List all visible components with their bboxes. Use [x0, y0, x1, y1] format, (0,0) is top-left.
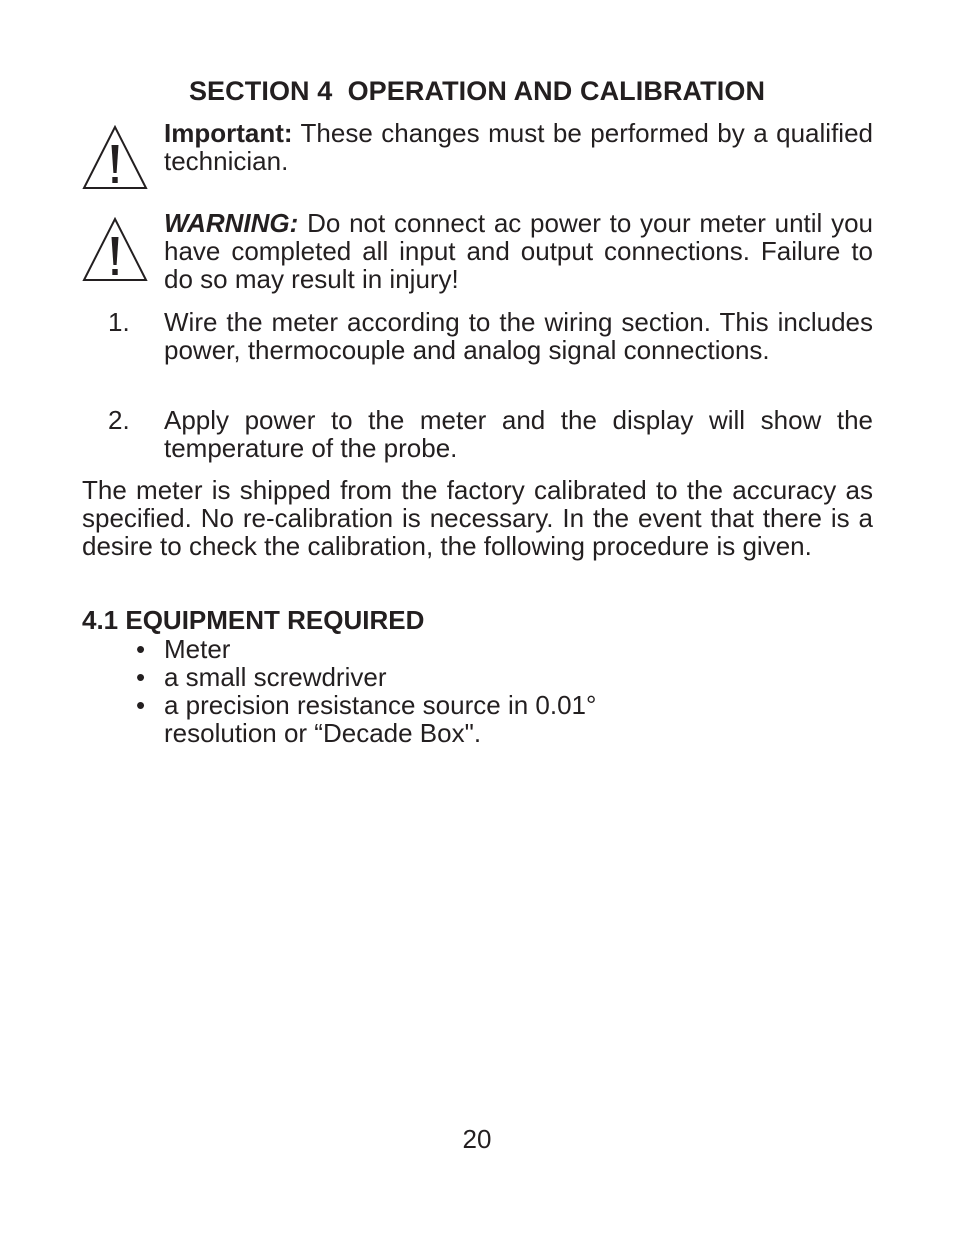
important-notice — [164, 119, 873, 175]
warning-keyword: WARNING: — [164, 208, 299, 238]
important-text: These changes must be performed by a qualified technician. — [164, 118, 873, 176]
equipment-item: Meter — [164, 634, 231, 664]
bullet-marker: • — [136, 634, 146, 664]
warning-notice — [164, 209, 873, 293]
important-keyword: Important: — [164, 118, 293, 148]
equipment-heading: 4.1 EQUIPMENT REQUIRED — [82, 605, 425, 635]
warning-text: Do not connect ac power to your meter until you have completed all input and output connections. Failure to do so may result in injury! — [164, 208, 873, 294]
equipment-item: a precision resistance source in 0.01° resolution or “Decade Box". — [164, 690, 597, 748]
calibration-paragraph: The meter is shipped from the factory calibrated to the accuracy as specified. No re-calibration is necessary. In the event that there is a desire to check the calibration, the following procedure is given. — [82, 475, 873, 561]
equipment-item: a small screwdriver — [164, 662, 387, 692]
warning-triangle-icon — [82, 125, 148, 189]
step-text: Apply power to the meter and the display will show the temperature of the probe. — [164, 405, 873, 463]
page-number: 20 — [462, 1124, 492, 1154]
step-text: Wire the meter according to the wiring section. This includes power, thermocouple and analog signal connections. — [164, 307, 873, 365]
warning-triangle-icon — [82, 217, 148, 281]
step-number: 2. — [108, 405, 130, 435]
bullet-marker: • — [136, 690, 146, 720]
section-title: SECTION 4 OPERATION AND CALIBRATION — [188, 76, 766, 106]
bullet-marker: • — [136, 662, 146, 692]
step-number: 1. — [108, 307, 130, 337]
